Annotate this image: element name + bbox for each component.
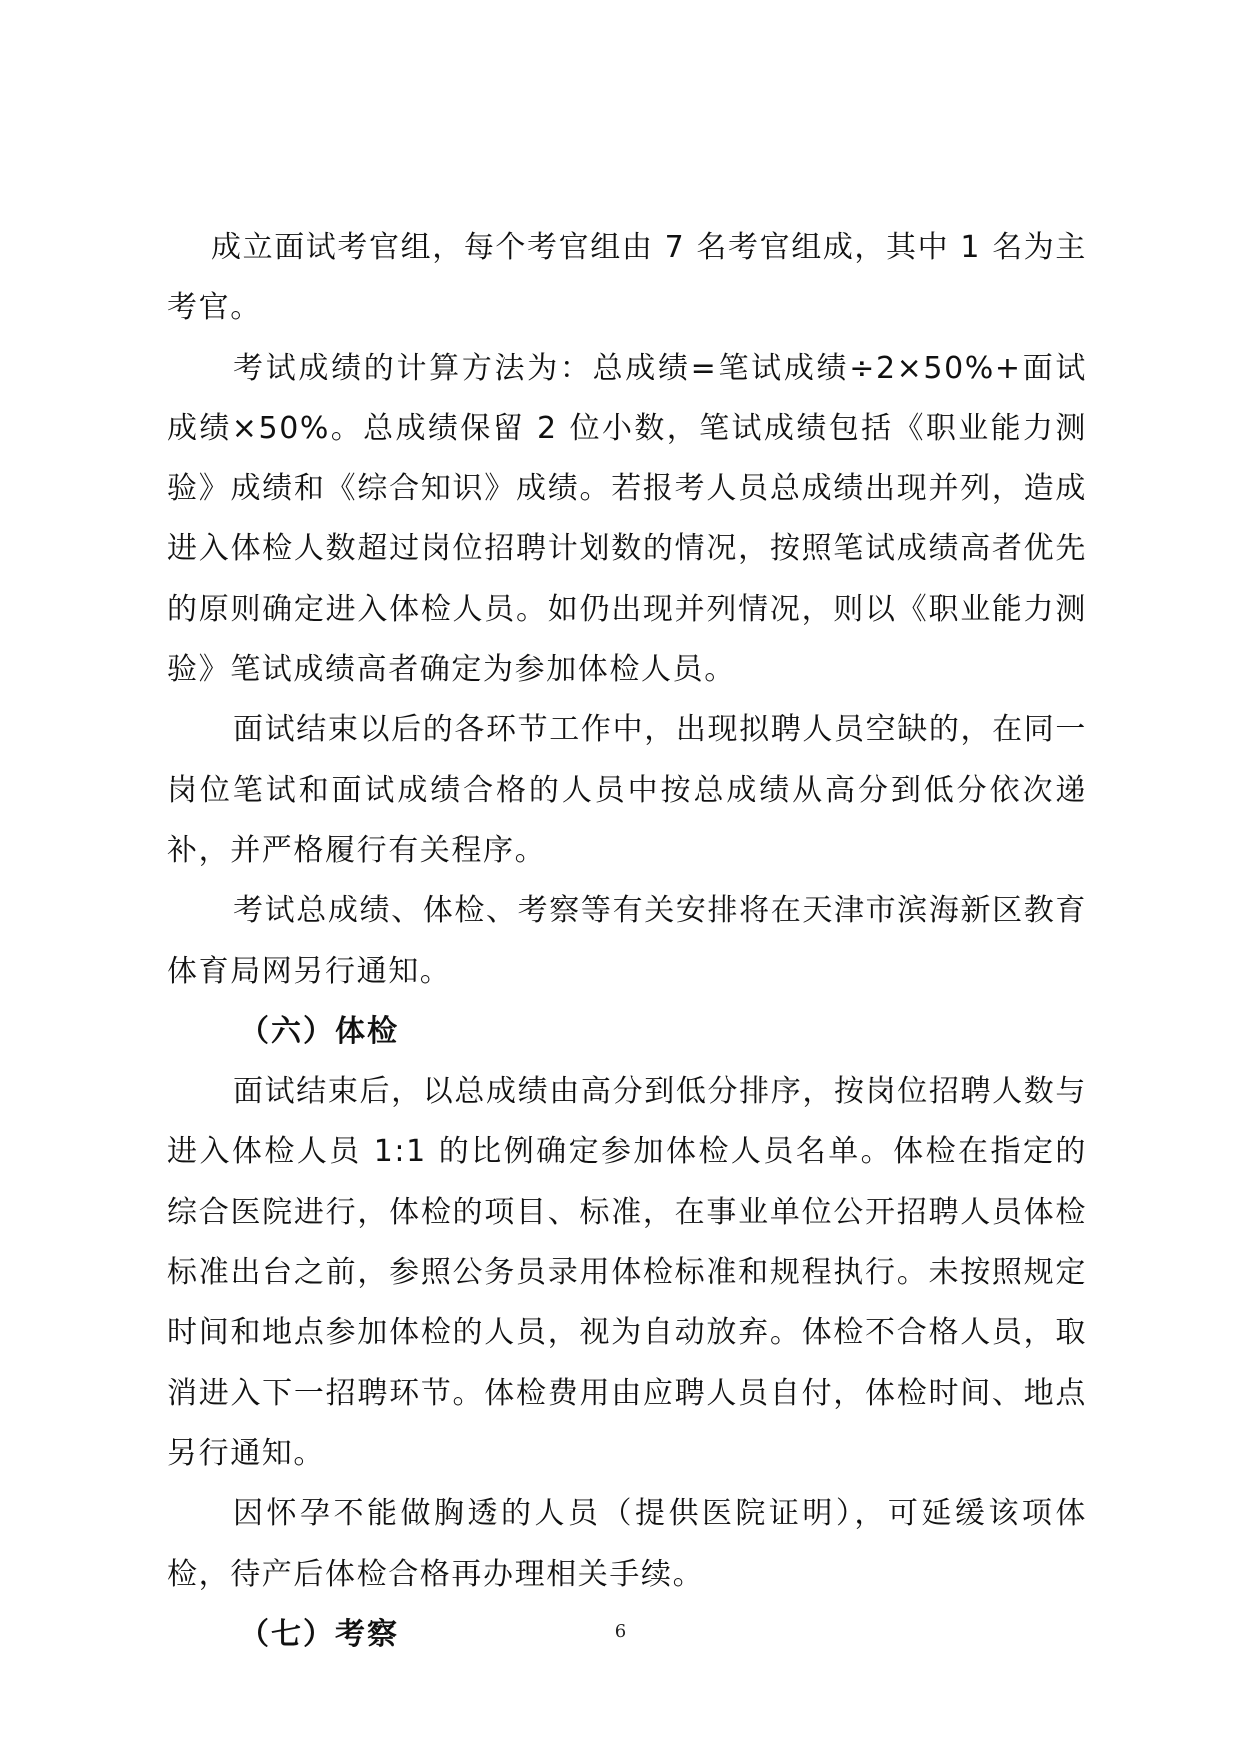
section-heading-physical-exam: （六）体检: [239, 1013, 399, 1049]
paragraph-pregnancy-deferral: 因怀孕不能做胸透的人员（提供医院证明），可延缓该项体检，待产后体检合格再办理相关手续。: [167, 1496, 1087, 1592]
paragraph-vacancy-replacement: 面试结束以后的各环节工作中，出现拟聘人员空缺的，在同一岗位笔试和面试成绩合格的人员中按总成绩从高分到低分依次递补，并严格履行有关程序。: [167, 712, 1087, 868]
paragraph-examiner-group: 成立面试考官组，每个考官组由 7 名考官组成，其中 1 名为主考官。: [167, 230, 1087, 326]
paragraph-physical-exam-rules: 面试结束后，以总成绩由高分到低分排序，按岗位招聘人数与进入体检人员 1:1 的比例确定参加体检人员名单。体检在指定的综合医院进行，体检的项目、标准，在事业单位公开招聘人员体检标准出台之前，参照公务员录用体检标准和规程执行。未按照规定时间和地点参加体检的人员，视为自动放弃。体检不合格人员，取消进入下一招聘环节。体检费用由应聘人员自付，体检时间、地点另行通知。: [167, 1074, 1087, 1471]
paragraph-score-calculation: 考试成绩的计算方法为：总成绩=笔试成绩÷2×50%+面试成绩×50%。总成绩保留 2 位小数，笔试成绩包括《职业能力测验》成绩和《综合知识》成绩。若报考人员总成绩出现并列，造成进入体检人数超过岗位招聘计划数的情况，按照笔试成绩高者优先的原则确定进入体检人员。如仍出现并列情况，则以《职业能力测验》笔试成绩高者确定为参加体检人员。: [167, 350, 1087, 688]
document-body: [167, 218, 1087, 1665]
page-number: 6: [614, 1621, 627, 1642]
paragraph-arrangement-notice: 考试总成绩、体检、考察等有关安排将在天津市滨海新区教育体育局网另行通知。: [167, 893, 1087, 989]
section-heading-investigation: （七）考察: [239, 1616, 399, 1652]
